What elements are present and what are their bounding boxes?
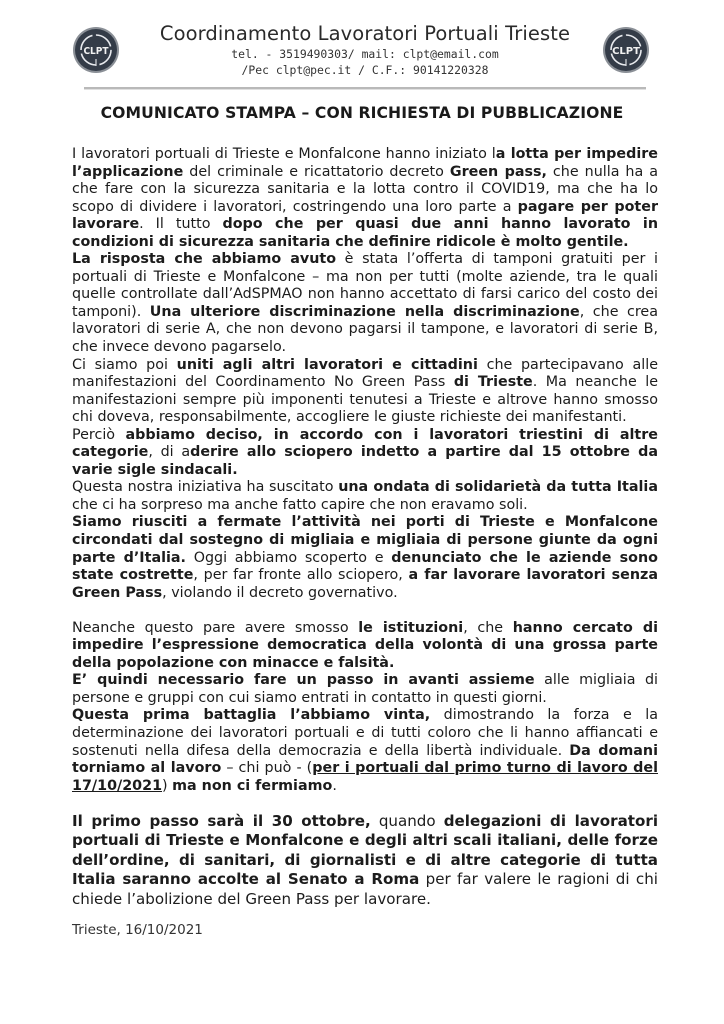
date-line: Trieste, 16/10/2021 — [72, 922, 203, 938]
paragraph — [72, 251, 658, 356]
text-run: che nulla ha a che fare con la sicurezza sanitaria e la lotta contro il COVID19, ma che ha lo scopo di dividere i lavoratori, costringendo una loro parte a — [72, 163, 658, 215]
logo-text: CLPT — [612, 46, 640, 57]
text-run: che ci ha sorpreso ma anche fatto capire che non eravamo soli. — [72, 496, 528, 513]
bold-text: di Trieste — [453, 374, 533, 391]
bold-text: Siamo riusciti a fermate l’attività nei porti di Trieste e Monfalcone circondati dal sostegno di migliaia e migliaia di persone giunte da ogni parte d’Italia. — [72, 514, 658, 566]
clpt-logo-right — [602, 26, 650, 74]
text-run: dimostrando la forza e la determinazione dei lavoratori portuali e di tutti coloro che li hanno affiancati e sostenuti nella difesa della democrazia e della libertà individuale. — [72, 707, 658, 759]
text-run: , che crea lavoratori di serie A, che non devono pagarsi il tampone, e lavoratori di serie B, che invece devono pagarselo. — [72, 303, 658, 356]
bold-text: una ondata di solidarietà da tutta Italia — [338, 479, 658, 496]
bold-text: Da domani torniamo al lavoro — [72, 742, 658, 777]
text-run: quando — [370, 812, 444, 830]
bold-text: dopo che per quasi due anni hanno lavorato in condizioni di sicurezza sanitaria che definire ridicole è molto gentile. — [72, 216, 658, 250]
paragraph — [72, 672, 658, 707]
bold-text: le istituzioni — [358, 619, 464, 636]
text-run: , per far fronte allo sciopero, — [193, 567, 409, 584]
bold-text: denunciato che le aziende sono state costrette — [72, 549, 658, 584]
contact-line-1: tel. - 3519490303/ mail: clpt@email.com — [231, 47, 499, 61]
text-run: è stata l’offerta di tamponi gratuiti per i portuali di Trieste e Monfalcone – ma non per tutti (molte aziende, tra le quali quelle controllate dall’AdSPMAO non hanno accettato di farsi carico del costo dei tamponi). — [72, 251, 658, 320]
organization-name: Coordinamento Lavoratori Portuali Trieste — [159, 22, 571, 45]
bold-text: Il primo passo sarà il 30 ottobre, — [72, 812, 371, 830]
paragraph-gap — [72, 602, 658, 620]
text-run: del criminale e ricattatorio decreto — [183, 163, 450, 180]
text-run: Questa nostra iniziativa ha suscitato — [72, 479, 339, 496]
text-run: I lavoratori portuali di Trieste e Monfalcone hanno iniziato l — [72, 146, 496, 162]
paragraph — [72, 479, 658, 514]
paragraph — [72, 146, 658, 251]
bold-text: ma non ci fermiamo — [172, 777, 333, 794]
bold-text: Questa prima battaglia l’abbiamo vinta, — [72, 707, 431, 724]
text-run: , che — [463, 619, 513, 636]
bold-text: derire allo sciopero indetto a partire dal 15 ottobre da varie sigle sindacali. — [72, 444, 658, 478]
bold-text: uniti agli altri lavoratori e cittadini — [176, 356, 478, 373]
text-run: , di a — [148, 444, 191, 461]
clpt-logo-left — [72, 26, 120, 74]
bold-text: E’ quindi necessario fare un passo in avanti assieme — [72, 672, 535, 689]
bold-text: abbiamo deciso, in accordo con i lavoratori triestini di altre categorie — [72, 426, 658, 461]
closing-paragraph — [72, 812, 658, 909]
text-run: Ci siamo poi — [72, 356, 177, 373]
text-run: che partecipavano alle manifestazioni del Coordinamento No Green Pass — [72, 356, 658, 391]
bold-text: a lotta per impedire l’applicazione — [72, 146, 658, 180]
bold-text: pagare per poter lavorare — [72, 198, 658, 233]
press-release-body — [72, 146, 658, 795]
text-run: Oggi abbiamo scoperto e — [185, 549, 392, 566]
paragraph — [72, 707, 658, 795]
text-run: Neanche questo pare avere smosso — [72, 619, 359, 636]
paragraph — [72, 427, 658, 480]
document-title: COMUNICATO STAMPA – CON RICHIESTA DI PUBBLICAZIONE — [100, 104, 624, 122]
paragraph — [72, 514, 658, 602]
clpt-logo-icon — [72, 26, 120, 74]
paragraph — [72, 812, 658, 909]
paragraph — [72, 357, 658, 427]
paragraph — [72, 620, 658, 673]
text-run: . Il tutto — [139, 216, 223, 233]
bold-text: a far lavorare lavoratori senza Green Pass — [72, 567, 658, 601]
bold-text: delegazioni di lavoratori portuali di Trieste e Monfalcone e degli altri scali italiani, delle forze dell’ordine, di sanitari, di giornalisti e di altre categorie di tutta Italia saranno accolte al Senato a Roma — [72, 812, 658, 889]
text-run: . Ma neanche le manifestazioni sempre più imponenti tenutesi a Trieste e altrove hanno smosso chi doveva, responsabilmente, accogliere le giuste richieste dei manifestanti. — [72, 374, 658, 426]
bold-text: Green pass, — [449, 163, 547, 180]
text-run: , violando il decreto governativo. — [162, 584, 398, 601]
clpt-logo-icon — [602, 26, 650, 74]
letterhead — [130, 22, 600, 78]
bold-text: hanno cercato di impedire l’espressione democratica della volontà di una grossa parte della popolazione con minacce e falsità. — [72, 619, 658, 671]
text-run: – chi può - ( — [221, 760, 313, 777]
underlined-bold-text: per i portuali dal primo turno di lavoro del 17/10/2021 — [72, 760, 658, 794]
text-run: alle migliaia di persone e gruppi con cui siamo entrati in contatto in questi giorni. — [72, 672, 658, 706]
text-run: Perciò — [72, 426, 126, 443]
text-run: per far valere le ragioni di chi chiede l’abolizione del Green Pass per lavorare. — [72, 870, 658, 908]
header-divider — [84, 87, 646, 90]
bold-text: Una ulteriore discriminazione nella discriminazione — [149, 303, 580, 320]
logo-text: CLPT — [83, 46, 109, 57]
bold-text: La risposta che abbiamo avuto — [72, 251, 337, 268]
text-run: . — [332, 777, 337, 794]
text-run: ) — [162, 777, 173, 794]
contact-line-2: /Pec clpt@pec.it / C.F.: 90141220328 — [241, 63, 489, 77]
